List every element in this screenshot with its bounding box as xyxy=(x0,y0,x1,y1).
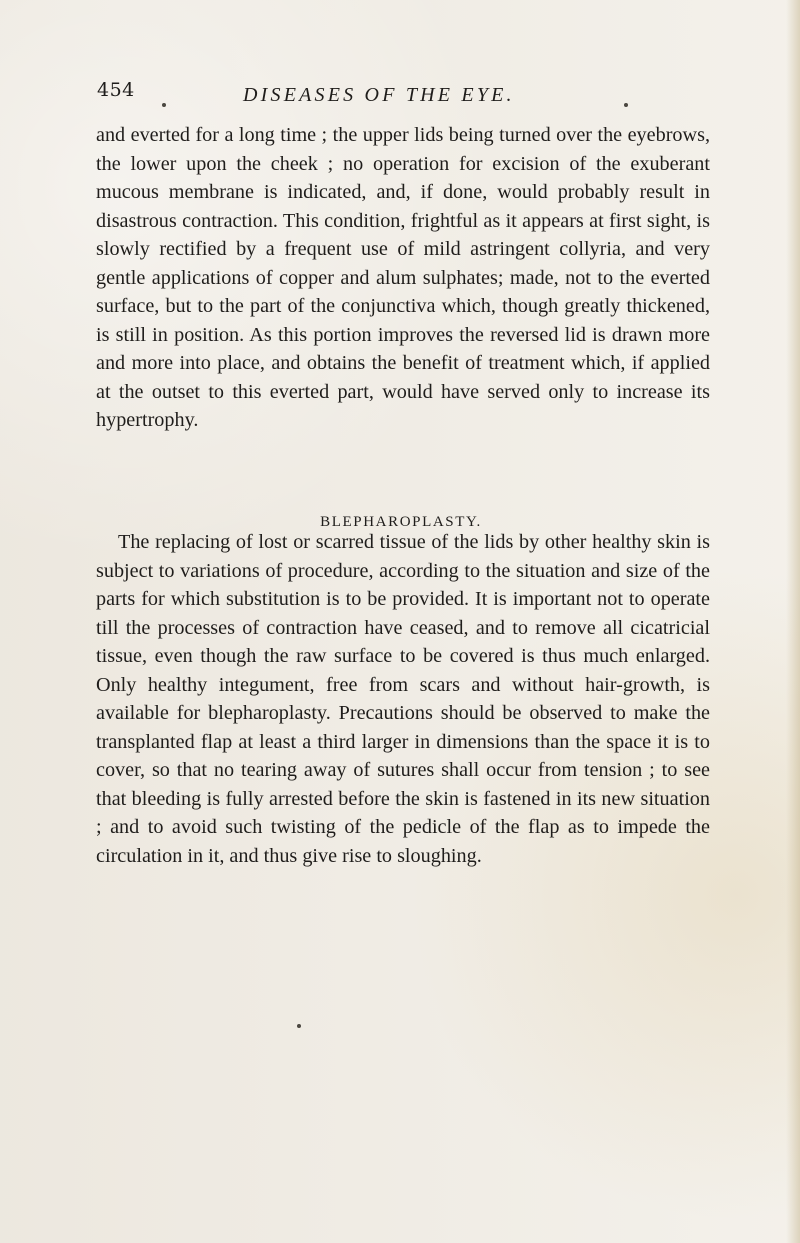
section-heading: BLEPHAROPLASTY. xyxy=(320,514,482,530)
print-speck xyxy=(624,103,628,107)
page-number: 454 xyxy=(97,79,135,101)
paragraph-1: and everted for a long time ; the upper lids being turned over the eyebrows, the lower upon the cheek ; no operation for excision of the exuberant mucous membrane is indicated, and, if done, would probably result in disastrous contraction. This condition, frightful as it appears at first sight, is slowly rectified by a frequent use of mild astringent collyria, and very gentle applications of copper and alum sulphates; made, not to the everted surface, but to the part of the conjunctiva which, though greatly thickened, is still in position. As this portion improves the reversed lid is drawn more and more into place, and obtains the benefit of treatment which, if applied at the outset to this everted part, would have served only to increase its hypertrophy. xyxy=(96,124,710,431)
page-edge-shadow xyxy=(786,0,800,1243)
paragraph-2: The replacing of lost or scarred tissue of the lids by other healthy skin is subject to variations of procedure, according to the situation and size of the parts for which substitution is to be provided. It is important not to operate till the processes of contraction have ceased, and to remove all cicatricial tissue, even though the raw surface to be covered is thus much enlarged. Only healthy integument, free from scars and without hair-growth, is available for blepharoplasty. Precautions should be observed to make the transplanted flap at least a third larger in dimensions than the space it is to cover, so that no tearing away of sutures shall occur from tension ; to see that bleeding is fully arrested before the skin is fastened in its new situation ; and to avoid such twisting of the pedicle of the flap as to impede the circulation in it, and thus give rise to sloughing. xyxy=(96,531,710,868)
running-title: DISEASES OF THE EYE. xyxy=(243,84,515,106)
print-speck xyxy=(297,1024,301,1028)
body-text-section-1 xyxy=(96,121,710,435)
print-speck xyxy=(162,103,166,107)
body-text-section-2 xyxy=(96,528,710,871)
